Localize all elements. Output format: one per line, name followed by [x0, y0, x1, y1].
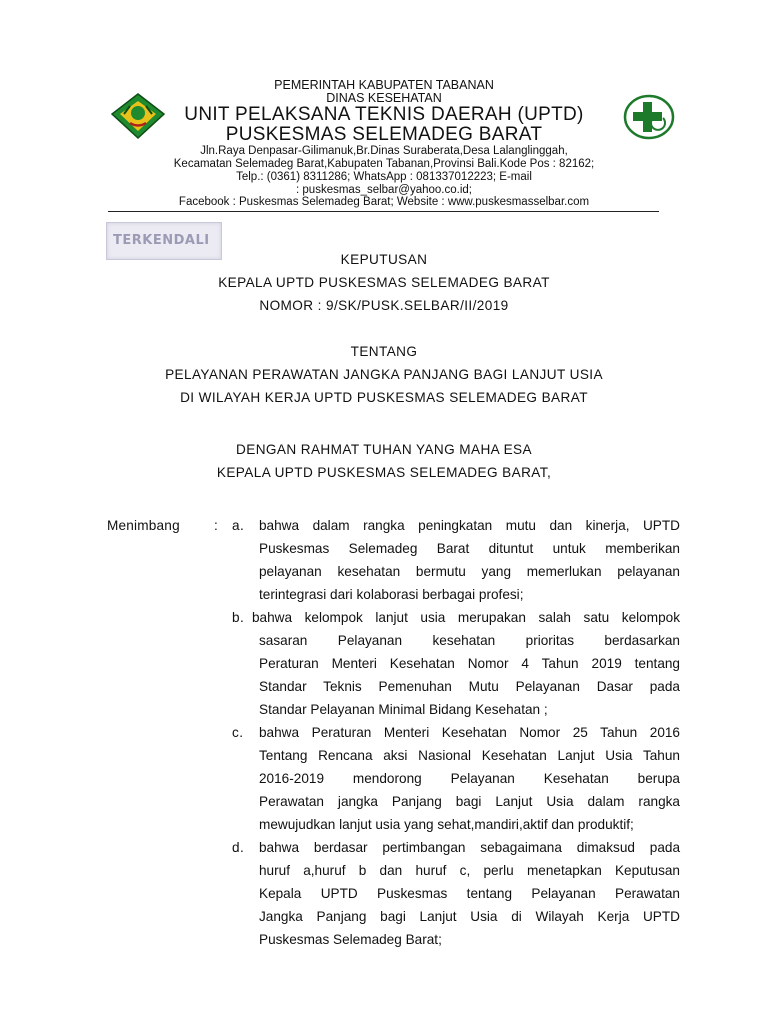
item-marker-a: a.	[232, 518, 245, 533]
header-web-line: Facebook : Puskesmas Selemadeg Barat; Website : www.puskesmasselbar.com	[178, 196, 590, 208]
item-a-line: terintegrasi dari kolaborasi berbagai profesi;	[259, 587, 524, 602]
item-a-line: pelayanan kesehatan bermutu yang memerlukan pelayanan	[259, 564, 680, 579]
item-marker-c: c.	[232, 725, 244, 740]
header-contact-line: Telp.: (0361) 8311286; WhatsApp : 081337012223; E-mail	[236, 171, 532, 183]
header-title-uptd: UNIT PELAKSANA TEKNIS DAERAH (UPTD)	[184, 104, 584, 125]
item-c-line: bahwa Peraturan Menteri Kesehatan Nomor 25 Tahun 2016	[259, 725, 680, 740]
item-a-line: bahwa dalam rangka peningkatan mutu dan kinerja, UPTD	[259, 518, 680, 533]
item-c-line: 2016-2019 mendorong Pelayanan Kesehatan berupa	[259, 771, 680, 786]
item-c-line: Tentang Rencana aksi Nasional Kesehatan Lanjut Usia Tahun	[259, 748, 680, 763]
decree-subject-line: PELAYANAN PERAWATAN JANGKA PANJANG BAGI LANJUT USIA	[165, 367, 603, 382]
item-b-line: bahwa kelompok lanjut usia merupakan salah satu kelompok	[252, 610, 680, 625]
stamp-text: TERKENDALI	[113, 233, 210, 248]
item-a-line: Puskesmas Selemadeg Barat dituntut untuk memberikan	[259, 541, 680, 556]
header-address-line: Kecamatan Selemadeg Barat,Kabupaten Tabanan,Provinsi Bali.Kode Pos : 82162;	[173, 158, 595, 170]
decree-type: KEPUTUSAN	[340, 252, 428, 267]
header-address-line: Jln.Raya Denpasar-Gilimanuk,Br.Dinas Suraberata,Desa Lalanglinggah,	[200, 145, 568, 157]
decree-about: TENTANG	[350, 344, 418, 359]
considering-label: Menimbang	[107, 518, 180, 533]
decree-preamble-line: DENGAN RAHMAT TUHAN YANG MAHA ESA	[236, 442, 532, 457]
item-marker-b: b.	[232, 610, 245, 625]
considering-colon: :	[214, 518, 219, 533]
item-b-line: Peraturan Menteri Kesehatan Nomor 4 Tahun 2019 tentang	[259, 656, 680, 671]
item-d-line: Jangka Panjang bagi Lanjut Usia di Wilayah Kerja UPTD	[259, 909, 680, 924]
header-agency-line: DINAS KESEHATAN	[326, 91, 442, 105]
item-d-line: bahwa berdasar pertimbangan sebagaimana dimaksud pada	[259, 840, 680, 855]
item-c-line: mewujudkan lanjut usia yang sehat,mandiri,aktif dan produktif;	[259, 817, 634, 832]
item-b-line: Standar Pelayanan Minimal Bidang Kesehatan ;	[259, 702, 548, 717]
item-b-line: Standar Teknis Pemenuhan Mutu Pelayanan Dasar pada	[259, 679, 680, 694]
header-divider	[108, 211, 659, 212]
item-d-line: Kepala UPTD Puskesmas tentang Pelayanan Perawatan	[259, 886, 680, 901]
header-email-line: : puskesmas_selbar@yahoo.co.id;	[296, 184, 472, 196]
decree-issuer: KEPALA UPTD PUSKESMAS SELEMADEG BARAT	[218, 275, 550, 290]
item-b-line: sasaran Pelayanan kesehatan prioritas berdasarkan	[259, 633, 680, 648]
header-government-line: PEMERINTAH KABUPATEN TABANAN	[274, 78, 494, 92]
item-marker-d: d.	[232, 840, 245, 855]
item-c-line: Perawatan jangka Panjang bagi Lanjut Usia dalam rangka	[259, 794, 680, 809]
decree-number: NOMOR : 9/SK/PUSK.SELBAR/II/2019	[259, 298, 509, 313]
item-d-line: Puskesmas Selemadeg Barat;	[259, 932, 442, 947]
decree-subject-line: DI WILAYAH KERJA UPTD PUSKESMAS SELEMADEG BARAT	[180, 390, 588, 405]
item-d-line: huruf a,huruf b dan huruf c, perlu menetapkan Keputusan	[259, 863, 680, 878]
decree-preamble-line: KEPALA UPTD PUSKESMAS SELEMADEG BARAT,	[216, 465, 552, 480]
header-title-puskesmas: PUSKESMAS SELEMADEG BARAT	[225, 124, 543, 145]
